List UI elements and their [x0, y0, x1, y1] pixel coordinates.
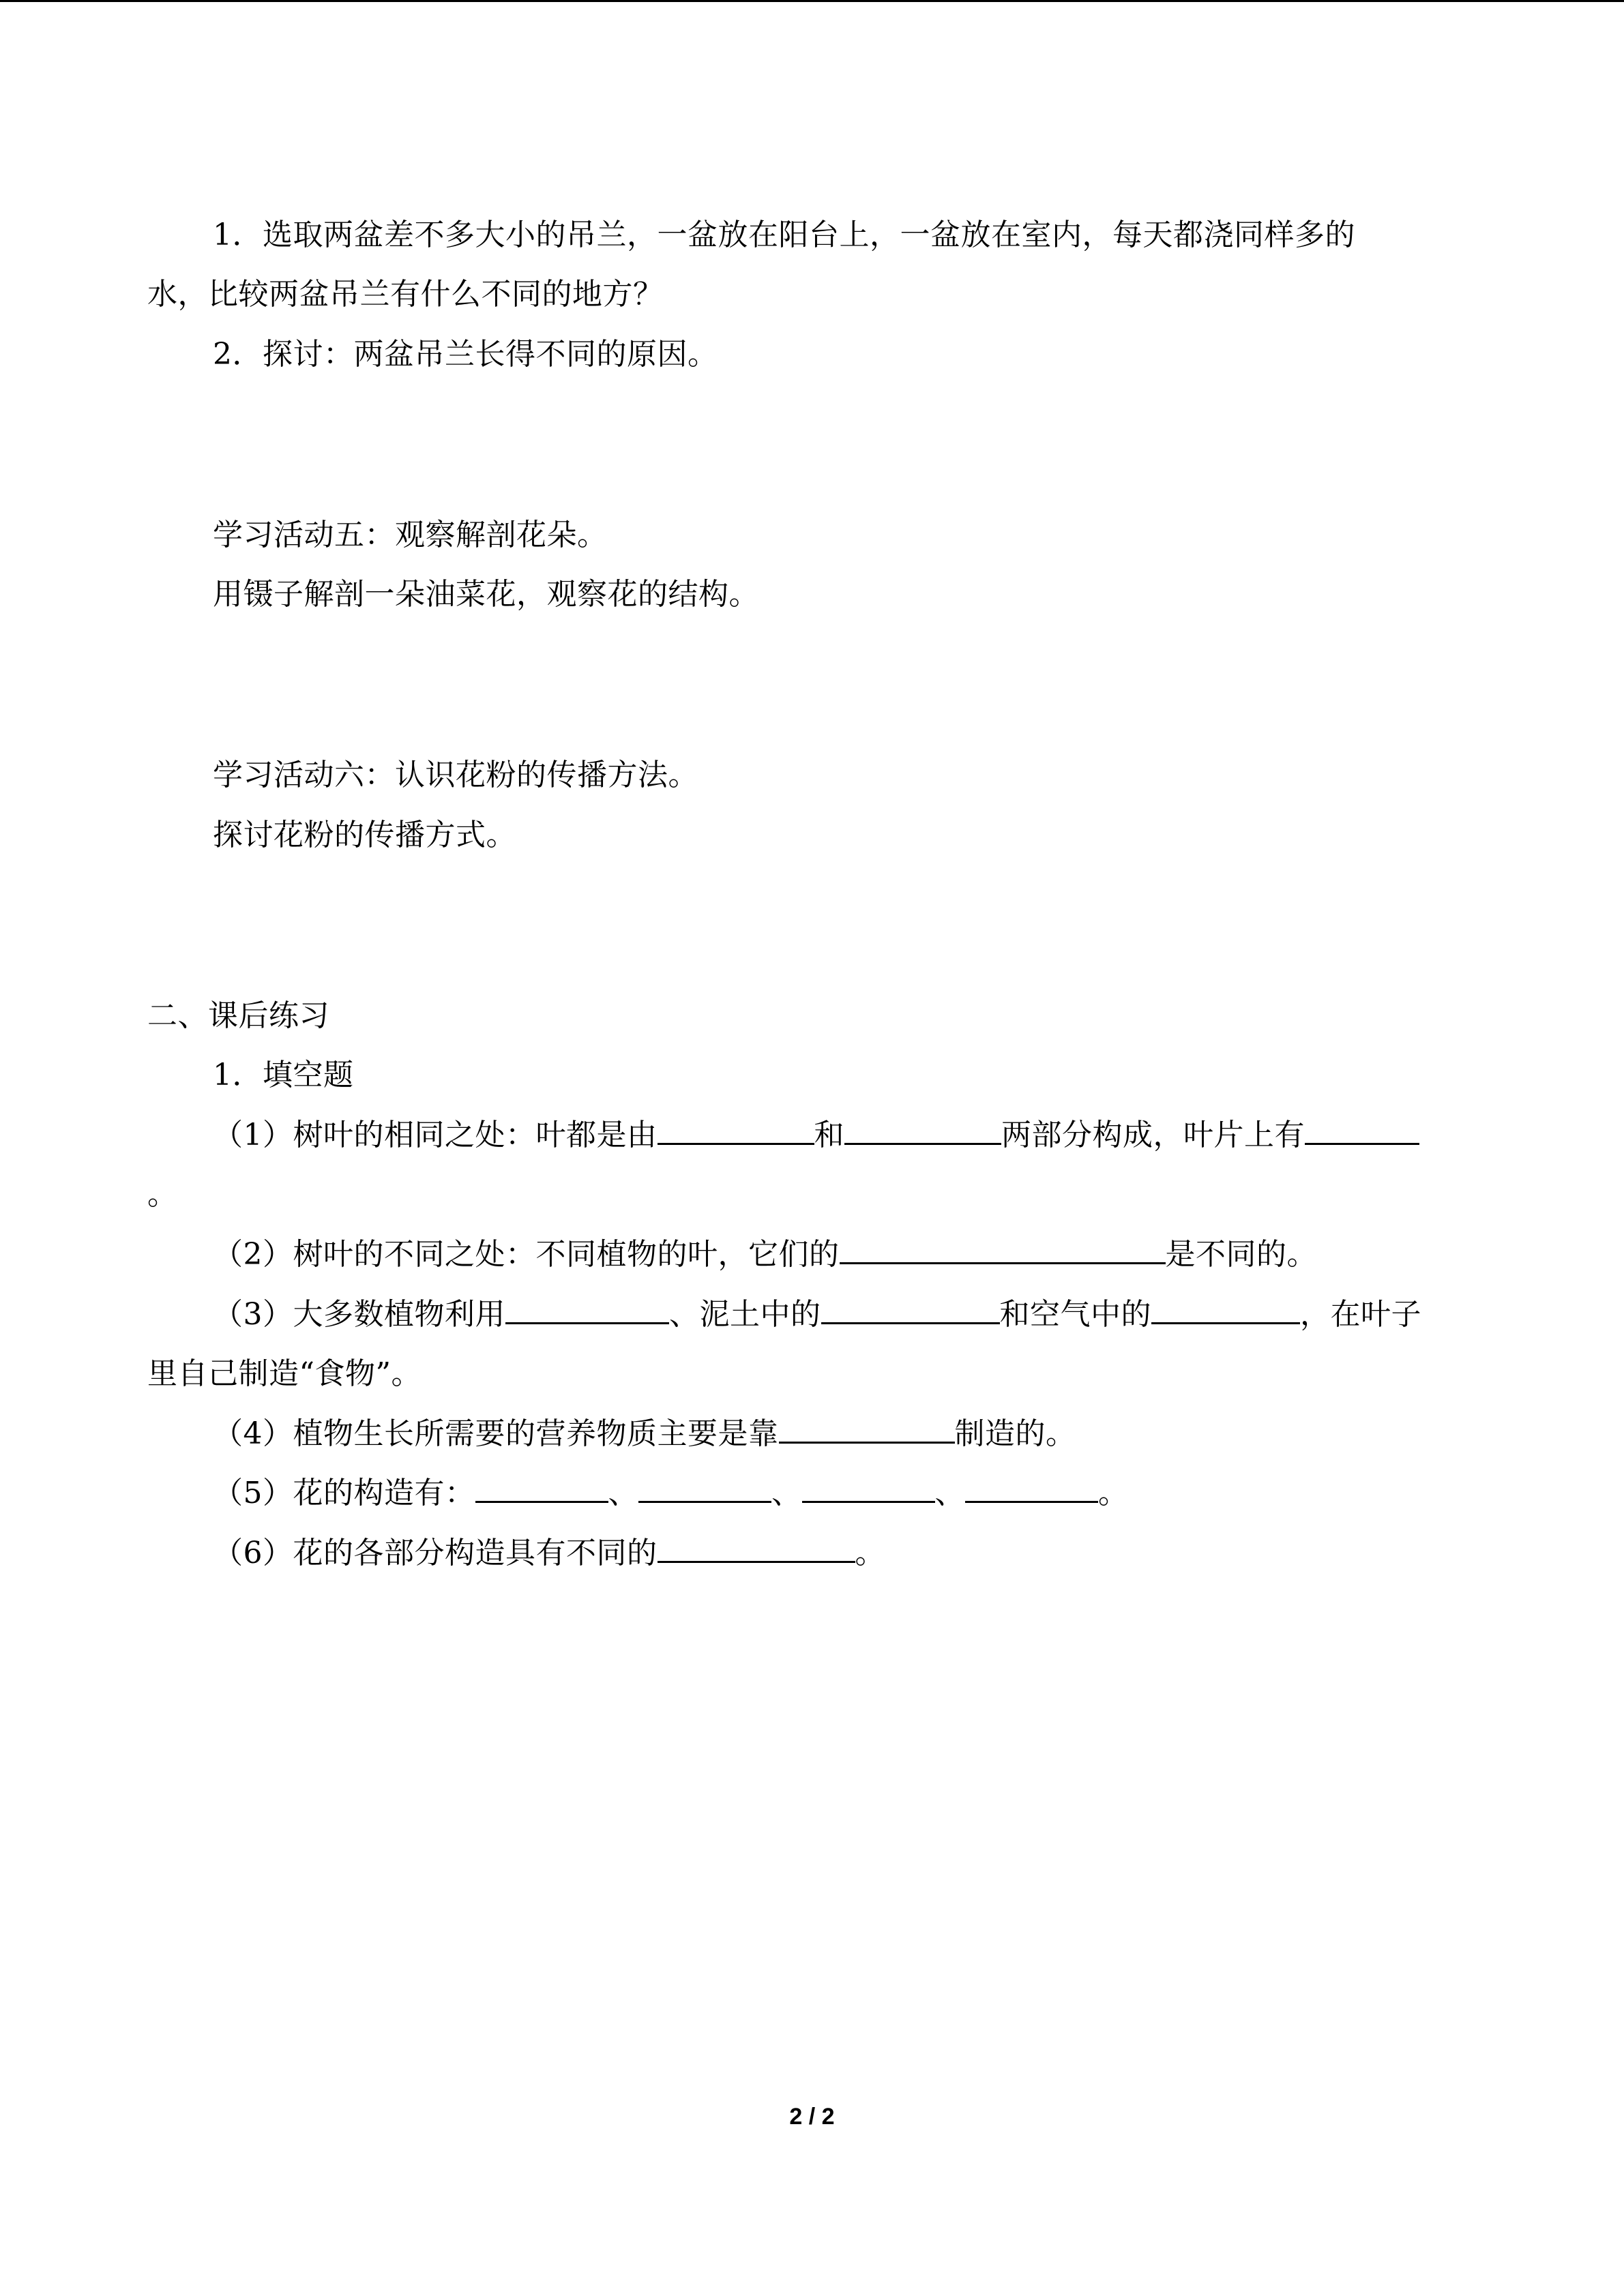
answer-blank-1a[interactable] — [658, 1116, 814, 1145]
question-6-text-b: 。 — [855, 1536, 885, 1570]
answer-blank-1c[interactable] — [1305, 1116, 1419, 1145]
question-5 — [213, 1473, 1129, 1514]
item2: 2．探讨：两盆吊兰长得不同的原因。 — [213, 337, 718, 372]
question-6 — [213, 1533, 885, 1574]
answer-blank-2[interactable] — [840, 1235, 1166, 1264]
activity5-title: 学习活动五：观察解剖花朵。 — [213, 518, 608, 552]
question-3-text-b: 、泥土中的 — [669, 1297, 821, 1332]
question-4-text-b: 制造的。 — [954, 1416, 1076, 1451]
item1-line2: 水，比较两盆吊兰有什么不同的地方？ — [147, 277, 664, 312]
question-2 — [213, 1234, 1317, 1275]
question-1-text-a: （1）树叶的相同之处：叶都是由 — [213, 1118, 658, 1152]
answer-blank-6[interactable] — [658, 1534, 855, 1563]
question-5-separator-3: 、 — [934, 1476, 965, 1510]
fill-blank-subheading: 1．填空题 — [213, 1058, 354, 1092]
question-3-text-a: （3）大多数植物利用 — [213, 1297, 505, 1332]
question-3-text-c: 和空气中的 — [999, 1297, 1151, 1332]
question-3-text-d: ，在叶子 — [1300, 1297, 1421, 1332]
question-5-separator-2: 、 — [771, 1476, 802, 1510]
question-1-text-c: 两部分构成，叶片上有 — [1001, 1118, 1305, 1152]
question-1-end: 。 — [147, 1177, 178, 1212]
page-number: 2 / 2 — [789, 2104, 835, 2130]
question-1-text-b: 和 — [814, 1118, 844, 1152]
section-two-heading: 二、课后练习 — [147, 998, 329, 1033]
answer-blank-1b[interactable] — [844, 1116, 1001, 1145]
question-5-end: 。 — [1098, 1476, 1129, 1510]
answer-blank-5d[interactable] — [965, 1474, 1098, 1503]
question-6-text-a: （6）花的各部分构造具有不同的 — [213, 1536, 658, 1570]
item1-line1: 1．选取两盆差不多大小的吊兰，一盆放在阳台上，一盆放在室内，每天都浇同样多的 — [213, 218, 1355, 252]
answer-blank-3a[interactable] — [505, 1295, 669, 1324]
question-2-text-b: 是不同的。 — [1165, 1237, 1317, 1272]
question-4-text-a: （4）植物生长所需要的营养物质主要是靠 — [213, 1416, 779, 1451]
question-3 — [213, 1294, 1421, 1335]
answer-blank-4[interactable] — [779, 1414, 955, 1444]
activity6-title: 学习活动六：认识花粉的传播方法。 — [213, 758, 698, 792]
answer-blank-3b[interactable] — [821, 1295, 1000, 1324]
answer-blank-3c[interactable] — [1151, 1295, 1300, 1324]
answer-blank-5a[interactable] — [475, 1474, 608, 1503]
question-2-text-a: （2）树叶的不同之处：不同植物的叶，它们的 — [213, 1237, 840, 1272]
activity6-text: 探讨花粉的传播方式。 — [213, 818, 516, 852]
question-5-separator-1: 、 — [608, 1476, 638, 1510]
answer-blank-5c[interactable] — [802, 1474, 935, 1503]
question-4 — [213, 1414, 1076, 1455]
question-5-text-a: （5）花的构造有： — [213, 1476, 475, 1510]
answer-blank-5b[interactable] — [638, 1474, 771, 1503]
question-1 — [213, 1115, 1419, 1156]
top-border-rule — [0, 0, 1624, 2]
question-3-line2: 里自己制造“食物”。 — [147, 1356, 422, 1391]
activity5-text: 用镊子解剖一朵油菜花，观察花的结构。 — [213, 577, 759, 612]
